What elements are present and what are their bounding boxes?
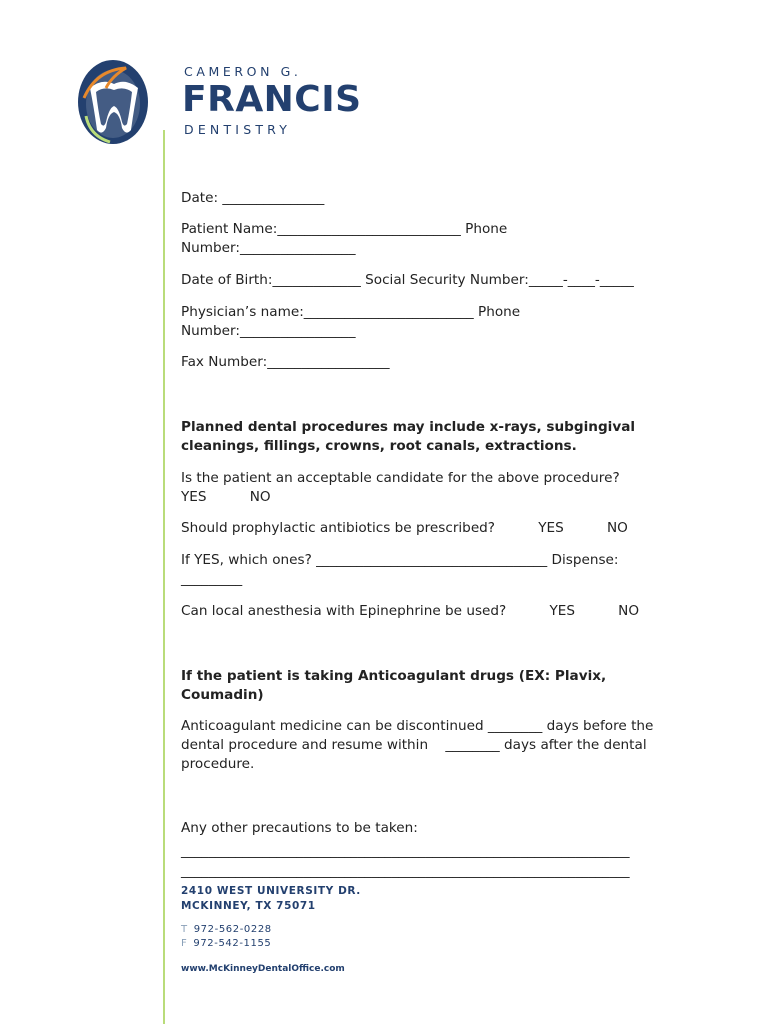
candidate-yes-no[interactable]: YES NO — [181, 489, 271, 505]
physician-name-field[interactable]: Physician’s name:_________________________ Phone — [181, 304, 521, 320]
phone-label: T — [181, 924, 188, 935]
phone-number: 972-562-0228 — [193, 924, 272, 935]
fax-label: F — [181, 938, 188, 949]
section1-heading-1: Planned dental procedures may include x-rays, subgingival — [181, 419, 636, 435]
footer-website: www.McKinneyDentalOffice.com — [181, 964, 345, 974]
anticoagulant-text-3: procedure. — [181, 756, 255, 772]
dispense-field[interactable]: _________ — [181, 571, 243, 587]
footer-phone — [181, 924, 272, 935]
section2-heading-1: If the patient is taking Anticoagulant drugs (EX: Plavix, — [181, 668, 607, 684]
footer-fax — [181, 938, 271, 949]
date-field[interactable]: Date: _______________ — [181, 190, 325, 206]
dentistry-logo-icon — [76, 58, 150, 146]
fax-field[interactable]: Fax Number:__________________ — [181, 354, 390, 370]
anticoagulant-text-1[interactable]: Anticoagulant medicine can be discontinued ________ days before the — [181, 718, 654, 734]
fax-number: 972-542-1155 — [193, 938, 272, 949]
antibiotics-question[interactable]: Should prophylactic antibiotics be prescribed? YES NO — [181, 520, 628, 536]
candidate-question: Is the patient an acceptable candidate for the above procedure? — [181, 470, 620, 486]
section2-heading-2: Coumadin) — [181, 687, 264, 703]
patient-phone-field[interactable]: Number:_________________ — [181, 240, 356, 256]
anticoagulant-text-2[interactable]: dental procedure and resume within ________ days after the dental — [181, 737, 647, 753]
brand-line-1: CAMERON G. — [184, 64, 302, 79]
accent-divider-line — [163, 130, 165, 1024]
physician-phone-field[interactable]: Number:_________________ — [181, 323, 356, 339]
antibiotics-which-field[interactable]: If YES, which ones? __________________________________ Dispense: — [181, 552, 619, 568]
footer-address-1: 2410 WEST UNIVERSITY DR. — [181, 885, 361, 897]
precautions-label: Any other precautions to be taken: — [181, 820, 418, 836]
patient-name-field[interactable]: Patient Name:___________________________ Phone — [181, 221, 508, 237]
dob-ssn-field[interactable]: Date of Birth:_____________ Social Security Number:_____-____-_____ — [181, 272, 634, 288]
anesthesia-question[interactable]: Can local anesthesia with Epinephrine be used? YES NO — [181, 603, 640, 619]
section1-heading-2: cleanings, fillings, crowns, root canals, extractions. — [181, 438, 577, 454]
footer-address-2: MCKINNEY, TX 75071 — [181, 900, 316, 912]
precautions-line-1[interactable]: __________________________________________________________________ — [181, 843, 630, 859]
precautions-line-2[interactable]: __________________________________________________________________ — [181, 863, 630, 879]
brand-name: FRANCIS — [182, 79, 362, 120]
brand-line-3: DENTISTRY — [184, 122, 292, 137]
